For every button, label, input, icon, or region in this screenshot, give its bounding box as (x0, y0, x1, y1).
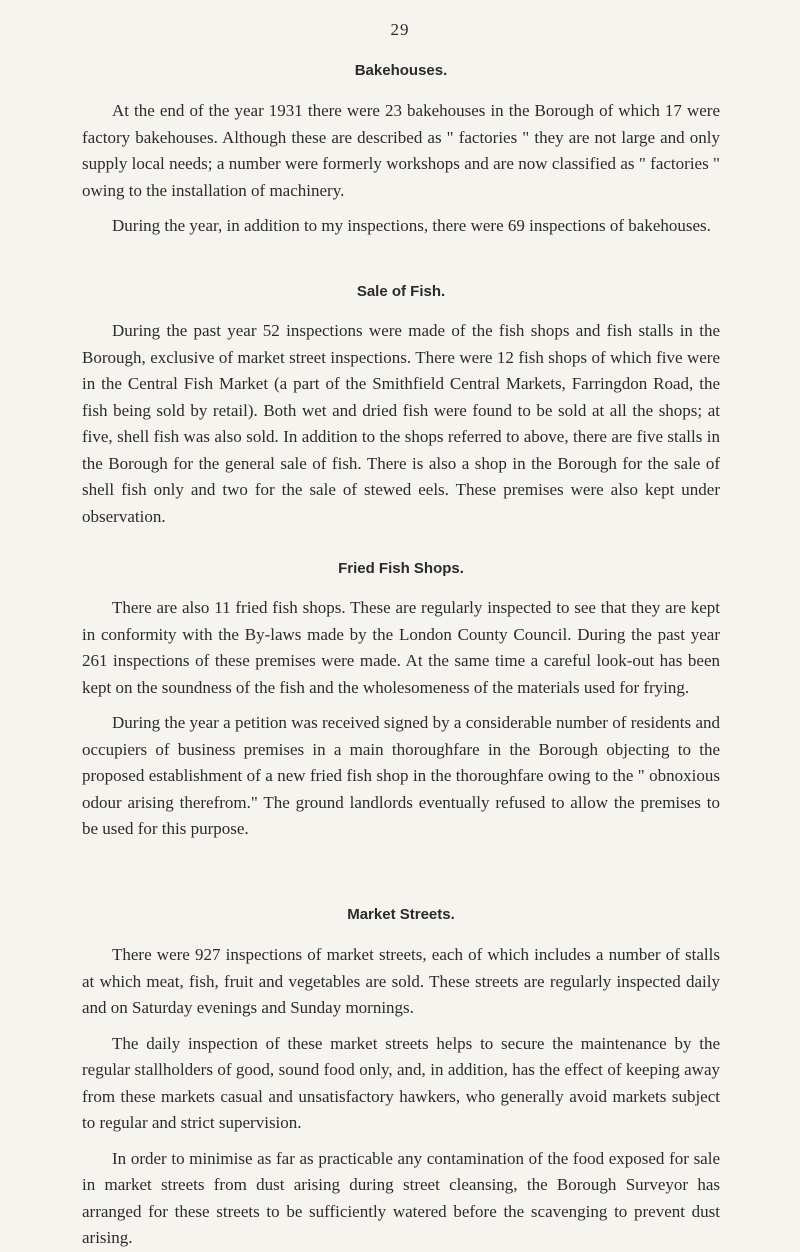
page-number: 29 (390, 20, 410, 39)
paragraph: During the past year 52 inspections were made of the fish shops and fish stalls in the Borough, exclusive of market street inspections. There were 12 fish shops of which five were in the Central Fish Market (a part of the Smithfield Central Markets, Farringdon Road, the fish being sold by retail). Both wet and dried fish were found to be sold at all the shops; at five, shell fish was also sold. In addition to the shops referred to above, there are five stalls in the Borough for the general sale of fish. There is also a shop in the Borough for the sale of shell fish only and two for the sale of stewed eels. These premises were also kept under observation. (82, 321, 720, 526)
paragraph: There are also 11 fried fish shops. These are regularly inspected to see that they are kept in conformity with the By-laws made by the London County Council. During the past year 261 inspections of these premises were made. At the same time a careful look-out has been kept on the soundness of the fish and the wholesomeness of the materials used for frying. (82, 598, 720, 697)
section-market-streets-body (82, 942, 720, 1252)
section-fried-fish-shops-body (82, 595, 720, 843)
paragraph: At the end of the year 1931 there were 23 bakehouses in the Borough of which 17 were factory bakehouses. Although these are described as " factories " they are not large and only supply local needs; a number were formerly workshops and are now classified as " factories " owing to the installation of machinery. (82, 101, 720, 200)
paragraph: The daily inspection of these market streets helps to secure the maintenance by the regular stallholders of good, sound food only, and, in addition, has the effect of keeping away from these markets casual and unsatisfactory hawkers, who generally avoid markets subject to regular and strict supervision. (82, 1033, 720, 1132)
paragraph: During the year a petition was received signed by a considerable number of residents and occupiers of business premises in a main thoroughfare in the Borough objecting to the proposed establishment of a new fried fish shop in the thoroughfare owing to the " obnoxious odour arising therefrom." The ground landlords eventually refused to allow the premises to be used for this purpose. (82, 713, 720, 838)
section-heading: Fried Fish Shops. (338, 560, 464, 577)
section-heading: Sale of Fish. (356, 283, 446, 300)
section-fried-fish-shops (82, 560, 720, 577)
paragraph: During the year, in addition to my inspections, there were 69 inspections of bakehouses. (112, 216, 711, 235)
section-sale-of-fish-body (82, 318, 720, 530)
section-sale-of-fish (82, 283, 720, 300)
section-market-streets (82, 906, 720, 923)
section-bakehouses (82, 62, 720, 79)
section-heading: Market Streets. (347, 906, 455, 923)
paragraph: In order to minimise as far as practicable any contamination of the food exposed for sale in market streets from dust arising during street cleansing, the Borough Surveyor has arranged for these streets to be sufficiently watered before the scavenging to prevent dust arising. (82, 1148, 720, 1247)
section-heading: Bakehouses. (354, 62, 448, 79)
section-bakehouses-body (82, 98, 720, 240)
paragraph: There were 927 inspections of market streets, each of which includes a number of stalls at which meat, fish, fruit and vegetables are sold. These streets are regularly inspected daily and on Saturday evenings and Sunday mornings. (82, 945, 720, 1017)
